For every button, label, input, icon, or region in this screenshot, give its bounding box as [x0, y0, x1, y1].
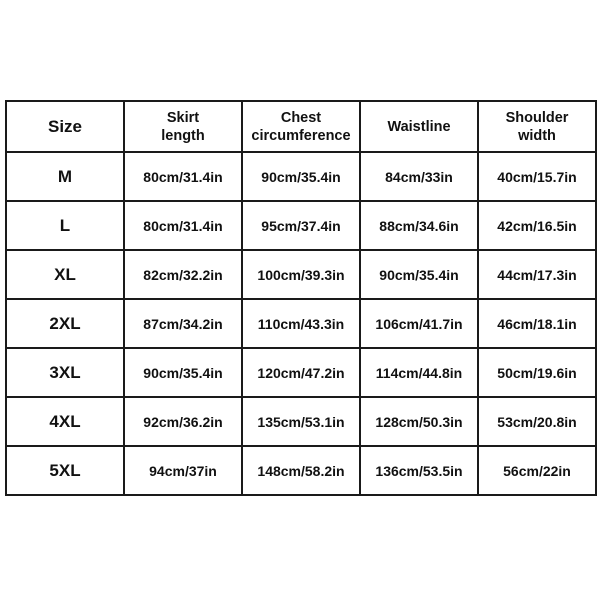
table-row: [6, 201, 596, 250]
header-size: [6, 101, 124, 152]
header-shoulder-line-1: Shoulder: [505, 109, 569, 126]
table-row: [6, 446, 596, 495]
header-chest-line-2: circumference: [251, 127, 351, 144]
waistline-cell: 90cm/35.4in: [360, 250, 478, 299]
shoulder-width-cell: 50cm/19.6in: [478, 348, 596, 397]
table-row: [6, 299, 596, 348]
size-cell: 4XL: [6, 397, 124, 446]
shoulder-width-cell: 42cm/16.5in: [478, 201, 596, 250]
size-cell: 2XL: [6, 299, 124, 348]
waistline-cell: 84cm/33in: [360, 152, 478, 201]
header-shoulder-line-2: width: [518, 127, 556, 144]
skirt-length-cell: 80cm/31.4in: [124, 201, 242, 250]
skirt-length-cell: 82cm/32.2in: [124, 250, 242, 299]
shoulder-width-cell: 46cm/18.1in: [478, 299, 596, 348]
header-waistline-line-1: Waistline: [387, 118, 451, 135]
chest-cell: 148cm/58.2in: [242, 446, 360, 495]
skirt-length-cell: 90cm/35.4in: [124, 348, 242, 397]
header-chest-circumference: [242, 101, 360, 152]
waistline-cell: 114cm/44.8in: [360, 348, 478, 397]
header-skirt-length-line-2: length: [161, 127, 205, 144]
skirt-length-cell: 92cm/36.2in: [124, 397, 242, 446]
shoulder-width-cell: 53cm/20.8in: [478, 397, 596, 446]
size-cell: 3XL: [6, 348, 124, 397]
header-skirt-length: [124, 101, 242, 152]
header-shoulder-width: [478, 101, 596, 152]
size-cell: L: [6, 201, 124, 250]
table-row: [6, 348, 596, 397]
shoulder-width-cell: 56cm/22in: [478, 446, 596, 495]
chest-cell: 90cm/35.4in: [242, 152, 360, 201]
shoulder-width-cell: 44cm/17.3in: [478, 250, 596, 299]
header-row: [6, 101, 596, 152]
header-chest-line-1: Chest: [280, 109, 322, 126]
header-size-line-1: Size: [47, 116, 83, 136]
skirt-length-cell: 80cm/31.4in: [124, 152, 242, 201]
chest-cell: 100cm/39.3in: [242, 250, 360, 299]
waistline-cell: 136cm/53.5in: [360, 446, 478, 495]
size-cell: M: [6, 152, 124, 201]
skirt-length-cell: 87cm/34.2in: [124, 299, 242, 348]
waistline-cell: 88cm/34.6in: [360, 201, 478, 250]
table-row: [6, 397, 596, 446]
waistline-cell: 128cm/50.3in: [360, 397, 478, 446]
chest-cell: 110cm/43.3in: [242, 299, 360, 348]
chest-cell: 120cm/47.2in: [242, 348, 360, 397]
shoulder-width-cell: 40cm/15.7in: [478, 152, 596, 201]
table-row: [6, 152, 596, 201]
skirt-length-cell: 94cm/37in: [124, 446, 242, 495]
chest-cell: 95cm/37.4in: [242, 201, 360, 250]
table-row: [6, 250, 596, 299]
size-cell: XL: [6, 250, 124, 299]
waistline-cell: 106cm/41.7in: [360, 299, 478, 348]
chest-cell: 135cm/53.1in: [242, 397, 360, 446]
size-cell: 5XL: [6, 446, 124, 495]
header-waistline: [360, 101, 478, 152]
size-chart-table: [5, 100, 597, 496]
header-skirt-length-line-1: Skirt: [166, 109, 200, 126]
